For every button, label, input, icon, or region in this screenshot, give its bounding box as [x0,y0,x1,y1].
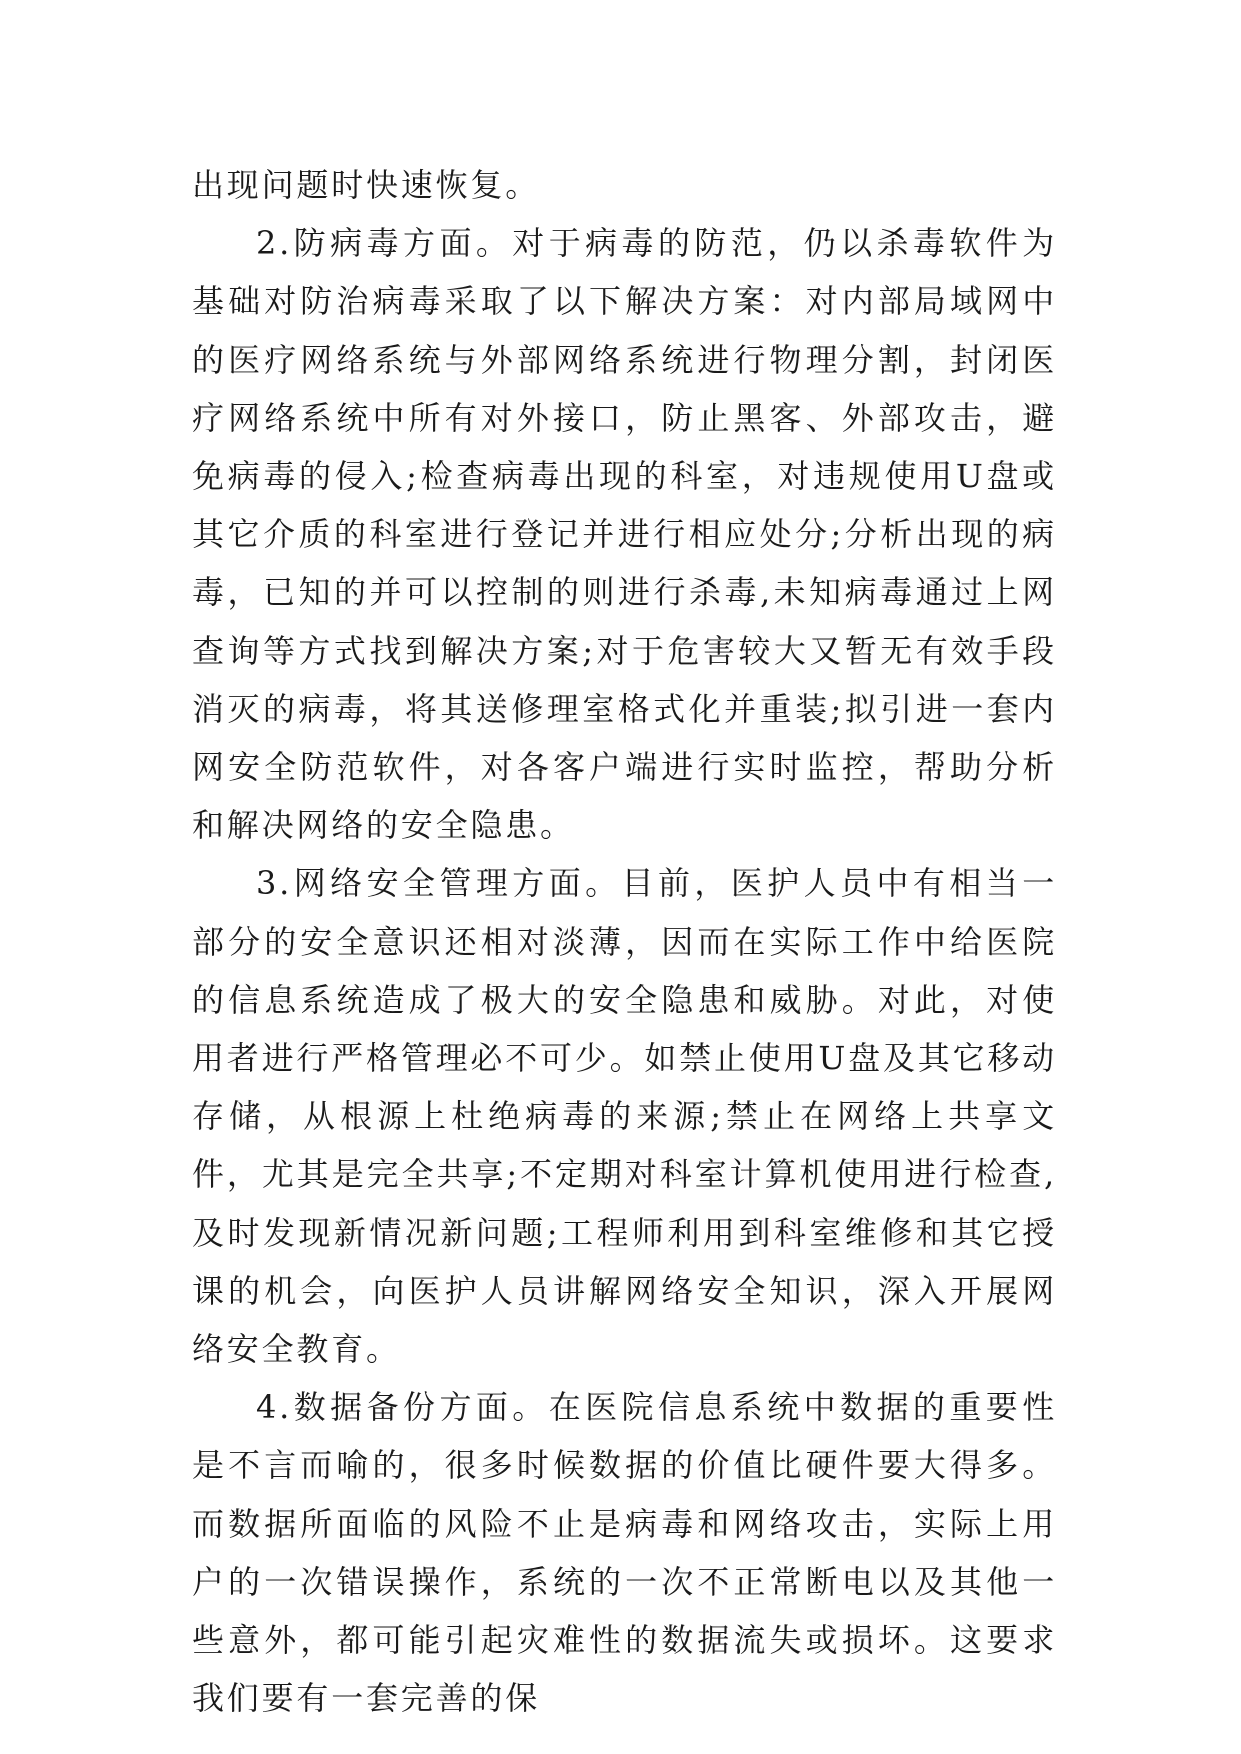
paragraph-continuation: 出现问题时快速恢复。 [192,166,541,204]
paragraph-data-backup: 4.数据备份方面。在医院信息系统中数据的重要性是不言而喻的，很多时候数据的价值比硬件要大得多。而数据所面临的风险不止是病毒和网络攻击，实际上用户的一次错误操作，系统的一次不正常断电以及其他一些意外，都可能引起灾难性的数据流失或损坏。这要求我们要有一套完善的保 [192,1388,1057,1718]
document-body [192,156,1057,1727]
paragraph-security-management: 3.网络安全管理方面。目前，医护人员中有相当一部分的安全意识还相对淡薄，因而在实际工作中给医院的信息系统造成了极大的安全隐患和威胁。对此，对使用者进行严格管理必不可少。如禁止使用U盘及其它移动存储，从根源上杜绝病毒的来源;禁止在网络上共享文件，尤其是完全共享;不定期对科室计算机使用进行检查,及时发现新情况新问题;工程师利用到科室维修和其它授课的机会，向医护人员讲解网络安全知识，深入开展网络安全教育。 [192,864,1057,1369]
paragraph-antivirus: 2.防病毒方面。对于病毒的防范，仍以杀毒软件为基础对防治病毒采取了以下解决方案：对内部局域网中的医疗网络系统与外部网络系统进行物理分割，封闭医疗网络系统中所有对外接口，防止黑客、外部攻击，避免病毒的侵入;检查病毒出现的科室，对违规使用U盘或其它介质的科室进行登记并进行相应处分;分析出现的病毒，已知的并可以控制的则进行杀毒,未知病毒通过上网查询等方式找到解决方案;对于危害较大又暂无有效手段消灭的病毒，将其送修理室格式化并重装;拟引进一套内网安全防范软件，对各客户端进行实时监控，帮助分析和解决网络的安全隐患。 [192,224,1057,845]
